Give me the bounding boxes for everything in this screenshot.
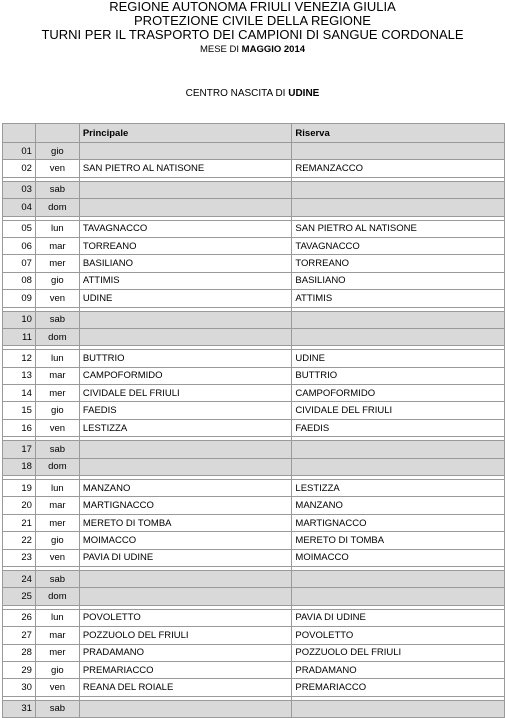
day-number-cell: 17 bbox=[3, 441, 36, 458]
riserva-cell bbox=[292, 181, 505, 198]
table-row bbox=[3, 328, 505, 345]
header-riserva: Riserva bbox=[292, 124, 505, 143]
riserva-cell: LESTIZZA bbox=[292, 480, 505, 497]
weekday-cell: mar bbox=[35, 367, 79, 384]
day-number-cell: 10 bbox=[3, 311, 36, 328]
department-title: PROTEZIONE CIVILE DELLA REGIONE bbox=[134, 13, 371, 28]
riserva-cell: TORREANO bbox=[292, 255, 505, 272]
weekday-cell: gio bbox=[35, 402, 79, 419]
table-row bbox=[3, 700, 505, 717]
table-row bbox=[3, 480, 505, 497]
month-prefix: MESE DI bbox=[199, 44, 242, 55]
principale-cell bbox=[79, 328, 292, 345]
header-weekday bbox=[35, 124, 79, 143]
day-number-cell: 03 bbox=[3, 181, 36, 198]
center-value: UDINE bbox=[288, 88, 320, 99]
day-number-cell: 15 bbox=[3, 402, 36, 419]
table-row bbox=[3, 609, 505, 626]
day-number-cell: 02 bbox=[3, 160, 36, 177]
principale-cell: FAEDIS bbox=[79, 402, 292, 419]
riserva-cell: TAVAGNACCO bbox=[292, 237, 505, 254]
table-row bbox=[3, 497, 505, 514]
day-number-cell: 26 bbox=[3, 609, 36, 626]
riserva-cell: CAMPOFORMIDO bbox=[292, 385, 505, 402]
weekday-cell: dom bbox=[35, 328, 79, 345]
principale-cell: BASILIANO bbox=[79, 255, 292, 272]
table-row bbox=[3, 237, 505, 254]
day-number-cell: 12 bbox=[3, 350, 36, 367]
riserva-cell: PRADAMANO bbox=[292, 661, 505, 678]
weekday-cell: mar bbox=[35, 497, 79, 514]
table-row bbox=[3, 402, 505, 419]
riserva-cell bbox=[292, 588, 505, 605]
shift-table bbox=[2, 123, 505, 718]
weekday-cell: gio bbox=[35, 143, 79, 160]
principale-cell bbox=[79, 441, 292, 458]
riserva-cell bbox=[292, 199, 505, 216]
table-row bbox=[3, 458, 505, 475]
region-title: REGIONE AUTONOMA FRIULI VENEZIA GIULIA bbox=[109, 0, 396, 14]
principale-cell: POVOLETTO bbox=[79, 609, 292, 626]
day-number-cell: 30 bbox=[3, 679, 36, 696]
day-number-cell: 14 bbox=[3, 385, 36, 402]
table-row bbox=[3, 367, 505, 384]
principale-cell: REANA DEL ROIALE bbox=[79, 679, 292, 696]
table-row bbox=[3, 143, 505, 160]
riserva-cell: POZZUOLO DEL FRIULI bbox=[292, 644, 505, 661]
weekday-cell: gio bbox=[35, 661, 79, 678]
riserva-cell: PREMARIACCO bbox=[292, 679, 505, 696]
weekday-cell: dom bbox=[35, 458, 79, 475]
riserva-cell bbox=[292, 700, 505, 717]
table-row bbox=[3, 441, 505, 458]
weekday-cell: sab bbox=[35, 570, 79, 587]
principale-cell: PRADAMANO bbox=[79, 644, 292, 661]
table-row bbox=[3, 385, 505, 402]
weekday-cell: sab bbox=[35, 181, 79, 198]
weekday-cell: ven bbox=[35, 549, 79, 566]
month-label bbox=[0, 44, 505, 56]
weekday-cell: sab bbox=[35, 700, 79, 717]
month-value: MAGGIO 2014 bbox=[241, 44, 306, 55]
weekday-cell: lun bbox=[35, 609, 79, 626]
day-number-cell: 06 bbox=[3, 237, 36, 254]
principale-cell bbox=[79, 311, 292, 328]
weekday-cell: mar bbox=[35, 627, 79, 644]
riserva-cell: ATTIMIS bbox=[292, 290, 505, 307]
weekday-cell: mer bbox=[35, 514, 79, 531]
table-row bbox=[3, 514, 505, 531]
day-number-cell: 04 bbox=[3, 199, 36, 216]
riserva-cell: CIVIDALE DEL FRIULI bbox=[292, 402, 505, 419]
day-number-cell: 19 bbox=[3, 480, 36, 497]
day-number-cell: 08 bbox=[3, 272, 36, 289]
principale-cell: CAMPOFORMIDO bbox=[79, 367, 292, 384]
birth-center-label bbox=[0, 88, 505, 100]
day-number-cell: 27 bbox=[3, 627, 36, 644]
schedule-title: TURNI PER IL TRASPORTO DEI CAMPIONI DI SANGUE CORDONALE bbox=[41, 27, 464, 42]
principale-cell: MARTIGNACCO bbox=[79, 497, 292, 514]
riserva-cell: PAVIA DI UDINE bbox=[292, 609, 505, 626]
principale-cell bbox=[79, 458, 292, 475]
table-row bbox=[3, 255, 505, 272]
day-number-cell: 31 bbox=[3, 700, 36, 717]
principale-cell bbox=[79, 181, 292, 198]
center-prefix: CENTRO NASCITA DI bbox=[185, 88, 289, 99]
riserva-cell bbox=[292, 143, 505, 160]
principale-cell: PREMARIACCO bbox=[79, 661, 292, 678]
principale-cell: TORREANO bbox=[79, 237, 292, 254]
header-day-number bbox=[3, 124, 36, 143]
weekday-cell: ven bbox=[35, 290, 79, 307]
riserva-cell: MARTIGNACCO bbox=[292, 514, 505, 531]
riserva-cell bbox=[292, 570, 505, 587]
table-row bbox=[3, 419, 505, 436]
day-number-cell: 24 bbox=[3, 570, 36, 587]
table-row bbox=[3, 570, 505, 587]
weekday-cell: gio bbox=[35, 272, 79, 289]
principale-cell: BUTTRIO bbox=[79, 350, 292, 367]
day-number-cell: 18 bbox=[3, 458, 36, 475]
day-number-cell: 13 bbox=[3, 367, 36, 384]
table-row bbox=[3, 181, 505, 198]
day-number-cell: 16 bbox=[3, 419, 36, 436]
weekday-cell: gio bbox=[35, 532, 79, 549]
riserva-cell: BUTTRIO bbox=[292, 367, 505, 384]
riserva-cell: UDINE bbox=[292, 350, 505, 367]
table-header-row bbox=[3, 124, 505, 143]
table-row bbox=[3, 160, 505, 177]
principale-cell: LESTIZZA bbox=[79, 419, 292, 436]
weekday-cell: ven bbox=[35, 419, 79, 436]
weekday-cell: ven bbox=[35, 160, 79, 177]
table-row bbox=[3, 532, 505, 549]
table-row bbox=[3, 220, 505, 237]
day-number-cell: 05 bbox=[3, 220, 36, 237]
principale-cell bbox=[79, 143, 292, 160]
day-number-cell: 21 bbox=[3, 514, 36, 531]
table-row bbox=[3, 311, 505, 328]
day-number-cell: 25 bbox=[3, 588, 36, 605]
table-row bbox=[3, 661, 505, 678]
header-principale: Principale bbox=[79, 124, 292, 143]
principale-cell: ATTIMIS bbox=[79, 272, 292, 289]
day-number-cell: 29 bbox=[3, 661, 36, 678]
weekday-cell: sab bbox=[35, 441, 79, 458]
weekday-cell: dom bbox=[35, 199, 79, 216]
day-number-cell: 28 bbox=[3, 644, 36, 661]
riserva-cell: MERETO DI TOMBA bbox=[292, 532, 505, 549]
weekday-cell: lun bbox=[35, 480, 79, 497]
weekday-cell: mer bbox=[35, 644, 79, 661]
riserva-cell: BASILIANO bbox=[292, 272, 505, 289]
principale-cell: MANZANO bbox=[79, 480, 292, 497]
riserva-cell: REMANZACCO bbox=[292, 160, 505, 177]
principale-cell: TAVAGNACCO bbox=[79, 220, 292, 237]
principale-cell: UDINE bbox=[79, 290, 292, 307]
principale-cell bbox=[79, 588, 292, 605]
riserva-cell bbox=[292, 328, 505, 345]
table-row bbox=[3, 199, 505, 216]
principale-cell: MOIMACCO bbox=[79, 532, 292, 549]
table-row bbox=[3, 272, 505, 289]
riserva-cell bbox=[292, 311, 505, 328]
weekday-cell: lun bbox=[35, 350, 79, 367]
principale-cell bbox=[79, 199, 292, 216]
table-row bbox=[3, 549, 505, 566]
weekday-cell: ven bbox=[35, 679, 79, 696]
weekday-cell: mer bbox=[35, 385, 79, 402]
day-number-cell: 20 bbox=[3, 497, 36, 514]
riserva-cell bbox=[292, 458, 505, 475]
riserva-cell: FAEDIS bbox=[292, 419, 505, 436]
table-row bbox=[3, 350, 505, 367]
table-row bbox=[3, 627, 505, 644]
day-number-cell: 01 bbox=[3, 143, 36, 160]
weekday-cell: sab bbox=[35, 311, 79, 328]
principale-cell bbox=[79, 700, 292, 717]
principale-cell: POZZUOLO DEL FRIULI bbox=[79, 627, 292, 644]
riserva-cell bbox=[292, 441, 505, 458]
principale-cell bbox=[79, 570, 292, 587]
table-row bbox=[3, 290, 505, 307]
weekday-cell: lun bbox=[35, 220, 79, 237]
principale-cell: CIVIDALE DEL FRIULI bbox=[79, 385, 292, 402]
riserva-cell: POVOLETTO bbox=[292, 627, 505, 644]
table-row bbox=[3, 588, 505, 605]
principale-cell: PAVIA DI UDINE bbox=[79, 549, 292, 566]
document-header bbox=[0, 0, 505, 56]
weekday-cell: dom bbox=[35, 588, 79, 605]
weekday-cell: mer bbox=[35, 255, 79, 272]
day-number-cell: 11 bbox=[3, 328, 36, 345]
table-row bbox=[3, 644, 505, 661]
riserva-cell: SAN PIETRO AL NATISONE bbox=[292, 220, 505, 237]
table-row bbox=[3, 679, 505, 696]
day-number-cell: 07 bbox=[3, 255, 36, 272]
day-number-cell: 23 bbox=[3, 549, 36, 566]
principale-cell: SAN PIETRO AL NATISONE bbox=[79, 160, 292, 177]
principale-cell: MERETO DI TOMBA bbox=[79, 514, 292, 531]
day-number-cell: 22 bbox=[3, 532, 36, 549]
riserva-cell: MOIMACCO bbox=[292, 549, 505, 566]
weekday-cell: mar bbox=[35, 237, 79, 254]
riserva-cell: MANZANO bbox=[292, 497, 505, 514]
day-number-cell: 09 bbox=[3, 290, 36, 307]
